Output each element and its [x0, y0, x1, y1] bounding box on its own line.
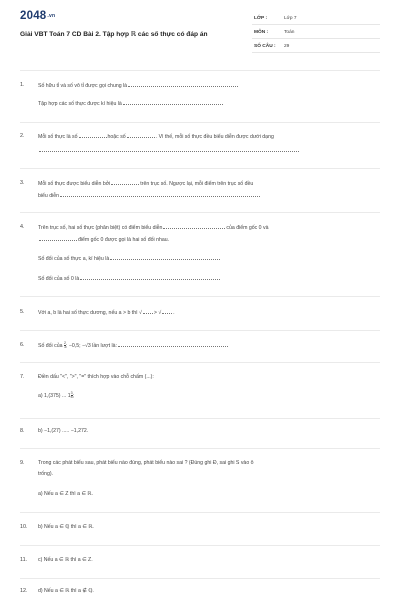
answer-blank[interactable] [110, 255, 220, 260]
answer-blank[interactable] [128, 82, 238, 87]
meta-value: Lớp 7 [284, 16, 297, 21]
question-line: a) Nếu a ∈ Z thì a ∈ ℝ. [38, 491, 93, 497]
question-line: Tập hợp các số thực được kí hiệu là [38, 100, 224, 107]
question-number: 3. [20, 180, 25, 186]
answer-blank[interactable] [162, 309, 172, 314]
divider [20, 578, 380, 579]
question-number: 7. [20, 374, 25, 380]
answer-blank[interactable] [123, 100, 223, 105]
question-number: 1. [20, 82, 25, 88]
document-header [0, 0, 400, 56]
question-line: trống). [38, 471, 53, 477]
meta-value: 29 [284, 44, 290, 49]
answer-blank[interactable] [118, 342, 228, 347]
question-number: 11. [20, 557, 28, 563]
question-number: 6. [20, 342, 25, 348]
question-number: 8. [20, 428, 25, 434]
answer-blank[interactable] [60, 192, 260, 197]
question-line: điểm gốc 0 được gọi là hai số đối nhau. [38, 236, 169, 243]
question-line: Số đối của số 0 là [38, 275, 221, 282]
meta-row-class [252, 14, 380, 25]
meta-key: LỚP : [254, 16, 268, 21]
answer-blank[interactable] [143, 309, 153, 314]
meta-key: SỐ CÂU : [254, 44, 276, 49]
question-line: a) 1,(375) ... 1 $\frac{3}{8}$ ; [38, 391, 75, 399]
fraction: $\frac{3}{8}$ [70, 391, 73, 399]
question-line: Trong các phát biểu sau, phát biểu nào đúng, phát biểu nào sai ? (Đúng ghi Đ, sai ghi S vào ô [38, 460, 254, 466]
question-line: b) −1,(27) ..... −1,272. [38, 428, 89, 434]
answer-blank[interactable] [163, 224, 225, 229]
meta-key: MÔN : [254, 30, 269, 35]
question-number: 10. [20, 524, 28, 530]
question-number: 5. [20, 309, 25, 315]
meta-row-subject [252, 28, 380, 39]
question-line: Số đối của $\frac{2}{3}$ ; −0,5; −√3 lần lượt là: [38, 342, 229, 349]
answer-blank[interactable] [39, 147, 299, 152]
meta-value: Toán [284, 30, 295, 35]
question-line [38, 147, 300, 154]
divider [20, 418, 380, 419]
divider [20, 296, 380, 297]
meta-row-count [252, 42, 380, 53]
question-line: Mỗi số thực được biểu diễn bởi trên trục số. Ngược lại, mỗi điểm trên trục số đều [38, 181, 254, 187]
answer-blank[interactable] [127, 133, 155, 138]
answer-blank[interactable] [111, 180, 139, 185]
divider [20, 330, 380, 331]
divider [20, 448, 380, 449]
divider [20, 212, 380, 213]
answer-blank[interactable] [39, 236, 77, 241]
divider [20, 362, 380, 363]
question-line: Mỗi số thực là số hoặc số . Vì thế, mỗi số thực đều biểu diễn được dưới dạng [38, 134, 274, 140]
page-title: Giải VBT Toán 7 CD Bài 2. Tập hợp ℝ các số thực có đáp án [20, 31, 208, 38]
question-line: Điền dấu "<", ">", "=" thích hợp vào chỗ chấm (...): [38, 374, 154, 380]
question-number: 2. [20, 133, 25, 139]
question-line: Trên trục số, hai số thực (phân biệt) có điểm biểu diễn của điểm gốc 0 và [38, 225, 269, 231]
site-logo[interactable]: 2048.vn [20, 10, 56, 22]
divider [20, 512, 380, 513]
question-number: 4. [20, 224, 25, 230]
question-line: biểu diễn [38, 192, 261, 199]
divider [20, 168, 380, 169]
question-line: c) Nếu a ∈ ℝ thì a ∈ Z. [38, 557, 93, 563]
divider [20, 70, 380, 71]
question-number: 12. [20, 588, 28, 594]
question-line: Số hữu tỉ và số vô tỉ được gọi chung là [38, 82, 239, 89]
answer-blank[interactable] [80, 275, 220, 280]
question-line: Số đối của số thực a, kí hiệu là [38, 255, 221, 262]
divider [20, 122, 380, 123]
fraction: $\frac{2}{3}$ [63, 341, 66, 350]
answer-blank[interactable] [79, 133, 107, 138]
divider [20, 545, 380, 546]
question-line: b) Nếu a ∈ ℚ thì a ∈ ℝ. [38, 524, 94, 530]
question-number: 9. [20, 460, 25, 466]
question-line: Với a, b là hai số thực dương, nếu a > b thì √ > √ . [38, 310, 175, 316]
question-line: d) Nếu a ∈ ℝ thì a ∉ ℚ. [38, 588, 94, 594]
